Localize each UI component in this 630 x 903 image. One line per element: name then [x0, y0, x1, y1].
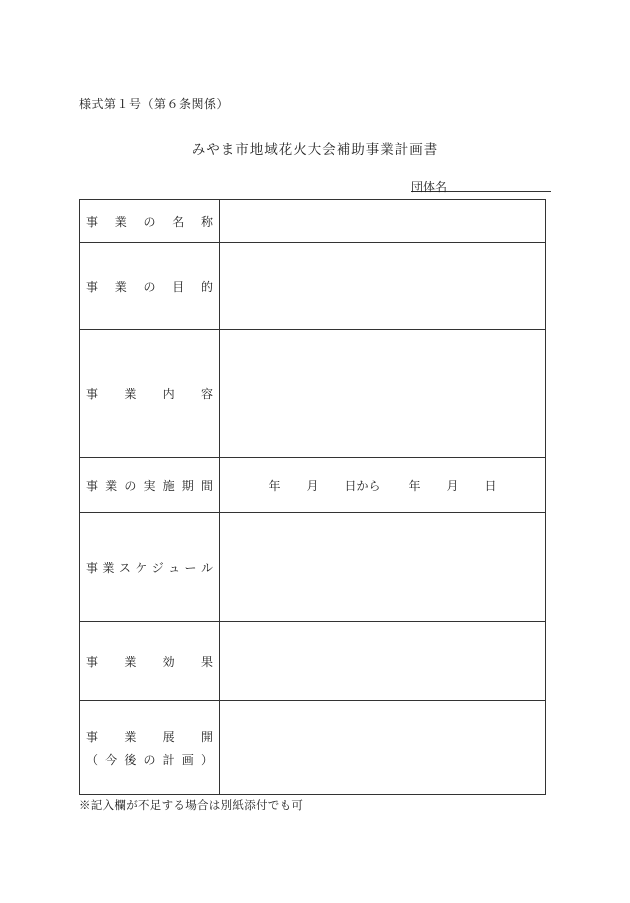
value-project-name[interactable]	[220, 200, 546, 243]
label-char: ー	[184, 560, 197, 575]
label-text-sub	[80, 751, 219, 768]
label-char: 今	[105, 752, 118, 767]
value-project-schedule[interactable]	[220, 513, 546, 622]
label-char: 業	[124, 387, 137, 401]
row-project-purpose	[80, 243, 546, 330]
value-project-purpose[interactable]	[220, 243, 546, 330]
label-char: ジ	[151, 560, 164, 575]
label-char: 事	[86, 729, 99, 744]
label-char: 目	[172, 279, 185, 294]
label-char: ル	[200, 560, 213, 575]
period-text	[220, 477, 545, 494]
footer-note: ※記入欄が不足する場合は別紙添付でも可	[79, 798, 304, 812]
label-char: 内	[162, 387, 175, 401]
label-char: 効	[162, 654, 175, 669]
label-project-development	[80, 701, 220, 795]
label-text	[80, 213, 219, 230]
label-text	[80, 278, 219, 295]
period-year-end: 年	[408, 478, 421, 493]
row-implementation-period	[80, 458, 546, 513]
period-day-from: 日から	[344, 478, 381, 493]
label-char: 画	[181, 752, 194, 767]
label-char: 計	[162, 752, 175, 767]
label-text	[80, 477, 219, 494]
period-year: 年	[268, 478, 281, 493]
label-text	[80, 653, 219, 670]
value-implementation-period[interactable]	[220, 458, 546, 513]
label-text	[80, 385, 219, 402]
label-char: 事	[86, 387, 99, 401]
label-char: 業	[124, 729, 137, 744]
label-char: 業	[102, 560, 115, 575]
label-char: 実	[143, 478, 156, 493]
label-project-schedule	[80, 513, 220, 622]
label-char: ケ	[135, 560, 148, 575]
value-project-effect[interactable]	[220, 622, 546, 701]
label-char: 事	[86, 214, 99, 229]
label-project-effect	[80, 622, 220, 701]
label-text	[80, 559, 219, 576]
label-char: 期	[181, 478, 194, 493]
period-day-end: 日	[484, 478, 497, 493]
label-char: 事	[86, 560, 99, 575]
label-char: 名	[172, 214, 185, 229]
label-char: 業	[105, 478, 118, 493]
row-project-effect	[80, 622, 546, 701]
organization-name-field[interactable]	[411, 178, 551, 192]
label-char: 業	[114, 214, 127, 229]
label-char: の	[143, 214, 156, 229]
label-char: の	[124, 478, 137, 493]
label-project-purpose	[80, 243, 220, 330]
label-char: 開	[200, 729, 213, 744]
period-month: 月	[306, 478, 319, 493]
label-char: の	[143, 752, 156, 767]
label-char: 事	[86, 279, 99, 294]
label-char: 業	[124, 654, 137, 669]
label-char: 称	[200, 214, 213, 229]
label-project-name	[80, 200, 220, 243]
plan-table	[79, 199, 546, 795]
label-char: 果	[200, 654, 213, 669]
label-char: 容	[200, 387, 213, 401]
label-char: ）	[200, 752, 213, 767]
label-char: 間	[200, 478, 213, 493]
label-char: 事	[86, 478, 99, 493]
label-project-content	[80, 330, 220, 458]
label-char: 施	[162, 478, 175, 493]
label-char: の	[143, 279, 156, 294]
label-char: 事	[86, 654, 99, 669]
form-number: 様式第１号（第６条関係）	[79, 97, 230, 111]
label-char: ュ	[168, 560, 181, 575]
period-month-end: 月	[446, 478, 459, 493]
row-project-name	[80, 200, 546, 243]
label-text	[80, 728, 219, 745]
label-char: ス	[118, 560, 131, 575]
value-project-content[interactable]	[220, 330, 546, 458]
organization-label: 団体名	[411, 180, 448, 194]
label-char: 後	[124, 752, 137, 767]
label-char: （	[86, 752, 99, 767]
label-char: 業	[114, 279, 127, 294]
row-project-schedule	[80, 513, 546, 622]
document-title: みやま市地域花火大会補助事業計画書	[191, 142, 439, 158]
row-project-content	[80, 330, 546, 458]
label-implementation-period	[80, 458, 220, 513]
row-project-development	[80, 701, 546, 795]
label-char: 展	[162, 729, 175, 744]
value-project-development[interactable]	[220, 701, 546, 795]
label-char: 的	[200, 279, 213, 294]
